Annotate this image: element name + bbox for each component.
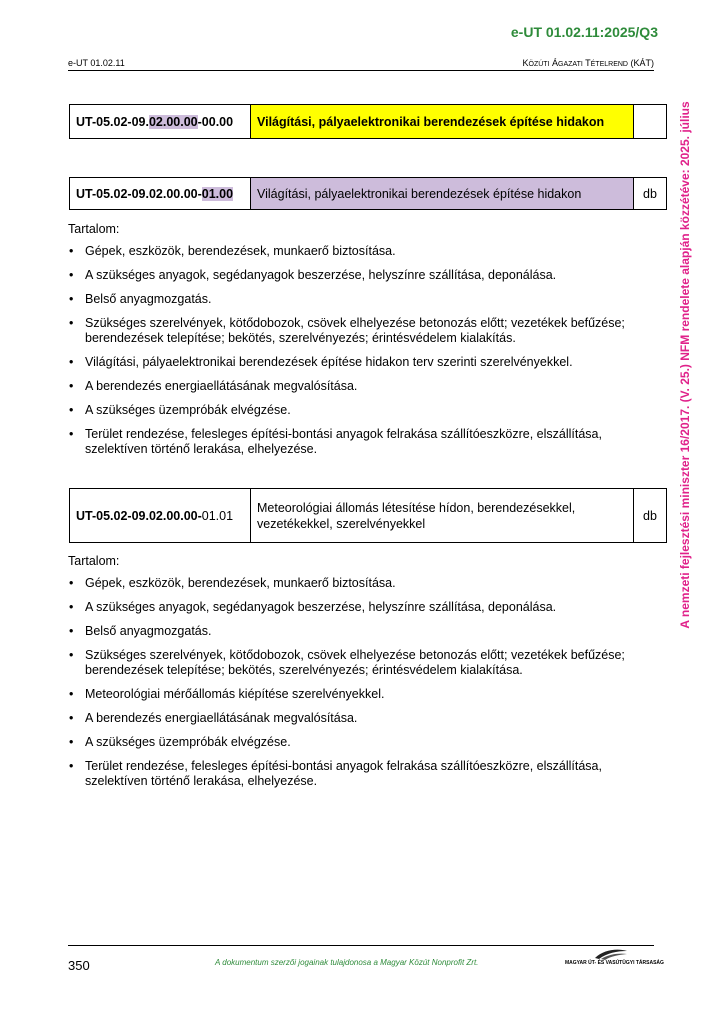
content-label: Tartalom:	[68, 554, 120, 568]
bullet-icon: •	[69, 244, 74, 258]
list-item: • Belső anyagmozgatás.	[69, 292, 212, 306]
item-title: Világítási, pályaelektronikai berendezések építése hidakon	[251, 178, 634, 210]
list-item: • Szükséges szerelvények, kötődobozok, csövek elhelyezése betonozás előtt; vezetékek befűzése; berendezések telepítése; bekötés, szerelvényezés; érintésvédelem kialakítása.	[69, 648, 625, 677]
list-item: • Terület rendezése, felesleges építési-bontási anyagok felrakása szállítóeszközre, elszállítása, szelektíven történő lerakása, elhelyezése.	[69, 427, 602, 456]
item-unit	[634, 105, 667, 139]
item-unit: db	[634, 178, 667, 210]
list-item: • Gépek, eszközök, berendezések, munkaerő biztosítása.	[69, 576, 396, 590]
header-left-label: e-UT 01.02.11	[68, 58, 125, 68]
list-item: • A szükséges üzempróbák elvégzése.	[69, 735, 291, 749]
list-item: • Terület rendezése, felesleges építési-bontási anyagok felrakása szállítóeszközre, elszállítása, szelektíven történő lerakása, elhelyezése.	[69, 759, 602, 788]
list-item: • A berendezés energiaellátásának megvalósítása.	[69, 379, 358, 393]
content-label: Tartalom:	[68, 222, 120, 236]
bullet-icon: •	[69, 403, 74, 417]
footer-divider	[68, 945, 654, 946]
bullet-icon: •	[69, 316, 74, 330]
item-title: Világítási, pályaelektronikai berendezések építése hidakon	[251, 105, 634, 139]
list-item: • Gépek, eszközök, berendezések, munkaerő biztosítása.	[69, 244, 396, 258]
item-title: Meteorológiai állomás létesítése hídon, berendezésekkel, vezetékekkel, szerelvényekkel	[251, 489, 634, 543]
bullet-icon: •	[69, 735, 74, 749]
bullet-icon: •	[69, 427, 74, 441]
list-item: • Szükséges szerelvények, kötődobozok, csövek elhelyezése betonozás előtt; vezetékek befűzése; berendezések telepítése; bekötés, szerelvényezés; érintésvédelem kialakítás.	[69, 316, 625, 345]
header-divider	[68, 70, 654, 71]
list-item: • A szükséges anyagok, segédanyagok beszerzése, helyszínre szállítása, deponálása.	[69, 600, 557, 614]
bullet-icon: •	[69, 711, 74, 725]
list-item: • A berendezés energiaellátásának megvalósítása.	[69, 711, 358, 725]
content-list	[68, 576, 654, 789]
section-header-table-1	[69, 104, 667, 139]
bullet-icon: •	[69, 687, 74, 701]
bullet-icon: •	[69, 355, 74, 369]
copyright-notice: A dokumentum szerzői jogainak tulajdonosa a Magyar Közút Nonprofit Zrt.	[215, 958, 479, 967]
bullet-icon: •	[69, 600, 74, 614]
item-code: UT-05.02-09.02.00.00-01.00	[70, 178, 251, 210]
item-code: UT-05.02-09.02.00.00-01.01	[70, 489, 251, 543]
bullet-icon: •	[69, 576, 74, 590]
header-right-label: KÖZÚTI ÁGAZATI TÉTELREND (KÁT)	[522, 58, 654, 68]
logo-text: MAGYAR ÚT- ÉS VASÚTÜGYI TÁRSASÁG	[565, 960, 664, 966]
document-code: e-UT 01.02.11:2025/Q3	[510, 24, 658, 40]
list-item: • A szükséges üzempróbák elvégzése.	[69, 403, 291, 417]
content-list	[68, 244, 654, 457]
item-unit: db	[634, 489, 667, 543]
list-item: • Belső anyagmozgatás.	[69, 624, 212, 638]
bullet-icon: •	[69, 292, 74, 306]
section-2-content	[68, 222, 654, 466]
page-number: 350	[68, 958, 90, 973]
list-item: • Világítási, pályaelektronikai berendezések építése hidakon terv szerinti szerelvényekkel.	[69, 355, 573, 369]
section-header-table-3	[69, 488, 667, 543]
bullet-icon: •	[69, 624, 74, 638]
bullet-icon: •	[69, 648, 74, 662]
bullet-icon: •	[69, 268, 74, 282]
item-code: UT-05.02-09.02.00.00-00.00	[70, 105, 251, 139]
society-logo	[565, 948, 664, 972]
side-publication-note: A nemzeti fejlesztési miniszter 16/2017. (V. 25.) NFM rendelete alapján közzétéve: 2025. július	[678, 101, 692, 629]
bullet-icon: •	[69, 759, 74, 773]
bullet-icon: •	[69, 379, 74, 393]
list-item: • Meteorológiai mérőállomás kiépítése szerelvényekkel.	[69, 687, 385, 701]
list-item: • A szükséges anyagok, segédanyagok beszerzése, helyszínre szállítása, deponálása.	[69, 268, 557, 282]
section-3-content	[68, 554, 654, 798]
logo-swoosh-icon	[593, 948, 629, 960]
section-header-table-2	[69, 177, 667, 210]
